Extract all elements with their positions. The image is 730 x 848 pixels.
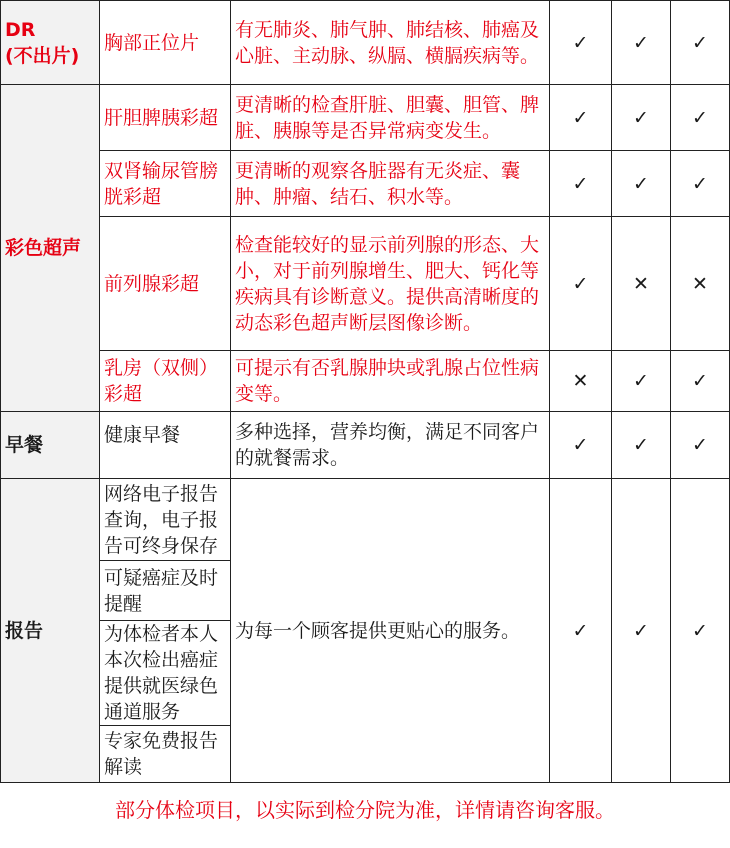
item-cell: 网络电子报告查询，电子报告可终身保存	[100, 479, 231, 561]
cross-mark: ✕	[550, 351, 612, 412]
check-mark: ✓	[612, 1, 671, 85]
item-cell: 健康早餐	[100, 412, 231, 479]
check-mark: ✓	[671, 351, 730, 412]
check-mark: ✓	[550, 151, 612, 217]
item-cell: 胸部正位片	[100, 1, 231, 85]
table-row	[1, 351, 730, 412]
item-cell: 乳房（双侧）彩超	[100, 351, 231, 412]
check-mark: ✓	[550, 412, 612, 479]
category-cell: 彩色超声	[1, 85, 100, 412]
item-cell: 前列腺彩超	[100, 217, 231, 351]
category-cell: 报告	[1, 479, 100, 783]
description-cell: 可提示有否乳腺肿块或乳腺占位性病变等。	[231, 351, 550, 412]
check-mark: ✓	[612, 85, 671, 151]
item-cell: 专家免费报告解读	[100, 726, 231, 783]
description-cell: 有无肺炎、肺气肿、肺结核、肺癌及心脏、主动脉、纵膈、横膈疾病等。	[231, 1, 550, 85]
description-cell: 更清晰的检查肝脏、胆囊、胆管、脾脏、胰腺等是否异常病变发生。	[231, 85, 550, 151]
description-cell: 为每一个顾客提供更贴心的服务。	[231, 479, 550, 783]
table-row	[1, 151, 730, 217]
item-cell: 可疑癌症及时提醒	[100, 561, 231, 621]
check-mark: ✓	[612, 351, 671, 412]
check-mark: ✓	[550, 1, 612, 85]
table-row	[1, 479, 730, 561]
item-cell: 肝胆脾胰彩超	[100, 85, 231, 151]
check-mark: ✓	[550, 479, 612, 783]
category-cell: 早餐	[1, 412, 100, 479]
check-mark: ✓	[671, 1, 730, 85]
check-mark: ✓	[612, 412, 671, 479]
category-cell: DR (不出片)	[1, 1, 100, 85]
table-row	[1, 217, 730, 351]
description-cell: 多种选择，营养均衡，满足不同客户的就餐需求。	[231, 412, 550, 479]
check-mark: ✓	[671, 412, 730, 479]
check-mark: ✓	[612, 479, 671, 783]
check-mark: ✓	[671, 479, 730, 783]
item-cell: 为体检者本人本次检出癌症提供就医绿色通道服务	[100, 621, 231, 726]
check-mark: ✓	[550, 217, 612, 351]
item-cell: 双肾输尿管膀胱彩超	[100, 151, 231, 217]
check-mark: ✓	[671, 151, 730, 217]
table-row	[1, 85, 730, 151]
description-cell: 更清晰的观察各脏器有无炎症、囊肿、肿瘤、结石、积水等。	[231, 151, 550, 217]
cross-mark: ✕	[671, 217, 730, 351]
table-row	[1, 1, 730, 85]
table-row	[1, 412, 730, 479]
check-mark: ✓	[671, 85, 730, 151]
description-cell: 检查能较好的显示前列腺的形态、大小，对于前列腺增生、肥大、钙化等疾病具有诊断意义。提供高清晰度的动态彩色超声断层图像诊断。	[231, 217, 550, 351]
check-mark: ✓	[550, 85, 612, 151]
cross-mark: ✕	[612, 217, 671, 351]
footer-note: 部分体检项目，以实际到检分院为准，详情请咨询客服。	[115, 798, 615, 822]
check-mark: ✓	[612, 151, 671, 217]
